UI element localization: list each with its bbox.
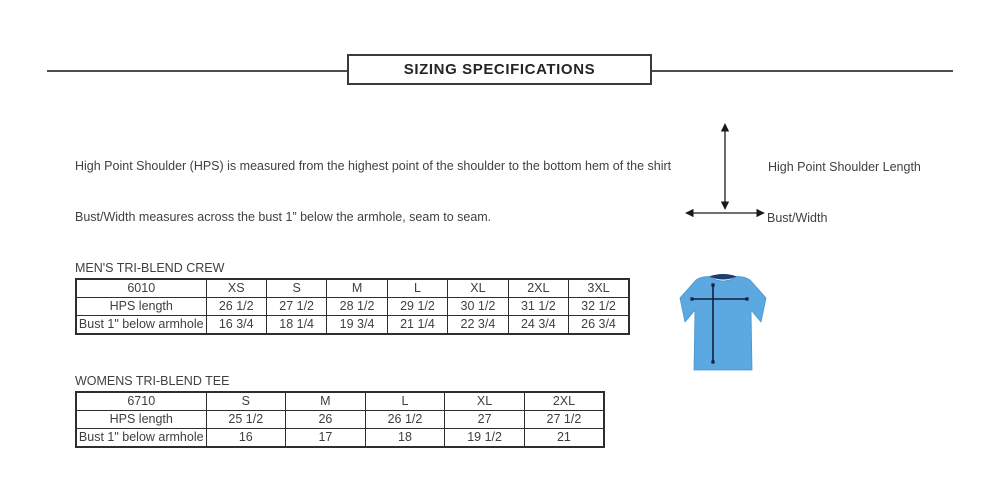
measurement-value-cell: 19 1/2 — [445, 429, 525, 448]
womens-sizing-table — [75, 391, 605, 448]
womens-table-title: WOMENS TRI-BLEND TEE — [75, 374, 230, 388]
measurement-value-cell: 16 — [206, 429, 286, 448]
measurement-row — [76, 298, 629, 316]
measurement-value-cell: 31 1/2 — [508, 298, 568, 316]
size-header-cell: 3XL — [569, 279, 629, 298]
measurement-row-label: HPS length — [76, 411, 206, 429]
measurement-value-cell: 19 3/4 — [327, 316, 387, 335]
size-header-row-label: 6010 — [76, 279, 206, 298]
header-rule-right — [652, 70, 953, 72]
measurement-row-label: Bust 1" below armhole — [76, 429, 206, 448]
size-header-cell: L — [387, 279, 447, 298]
measurement-arrows-diagram — [670, 112, 780, 227]
measurement-value-cell: 17 — [286, 429, 366, 448]
measurement-row — [76, 429, 604, 448]
measurement-value-cell: 26 1/2 — [365, 411, 445, 429]
size-header-cell: M — [286, 392, 366, 411]
measurement-value-cell: 32 1/2 — [569, 298, 629, 316]
hps-arrow-label: High Point Shoulder Length — [768, 160, 921, 174]
bust-arrow-label: Bust/Width — [767, 211, 828, 225]
bust-description: Bust/Width measures across the bust 1” below the armhole, seam to seam. — [75, 210, 492, 224]
size-header-cell: M — [327, 279, 387, 298]
size-header-row — [76, 392, 604, 411]
page-title-box — [347, 54, 652, 85]
measurement-value-cell: 28 1/2 — [327, 298, 387, 316]
measurement-value-cell: 26 1/2 — [206, 298, 266, 316]
mens-sizing-table — [75, 278, 630, 335]
size-header-cell: XS — [206, 279, 266, 298]
measurement-value-cell: 18 1/4 — [266, 316, 326, 335]
measurement-value-cell: 27 — [445, 411, 525, 429]
measurement-value-cell: 29 1/2 — [387, 298, 447, 316]
hps-description: High Point Shoulder (HPS) is measured from the highest point of the shoulder to the bottom hem of the shirt — [75, 159, 672, 173]
measurement-value-cell: 26 — [286, 411, 366, 429]
size-header-cell: 2XL — [508, 279, 568, 298]
measurement-row — [76, 316, 629, 335]
measurement-value-cell: 21 1/4 — [387, 316, 447, 335]
size-header-cell: S — [206, 392, 286, 411]
mens-table-title: MEN'S TRI-BLEND CREW — [75, 261, 225, 275]
measurement-row-label: HPS length — [76, 298, 206, 316]
measurement-value-cell: 27 1/2 — [524, 411, 604, 429]
measurement-row — [76, 411, 604, 429]
measurement-value-cell: 30 1/2 — [448, 298, 508, 316]
tshirt-body — [680, 277, 766, 371]
page-title: SIZING SPECIFICATIONS — [403, 61, 596, 78]
size-header-cell: XL — [445, 392, 525, 411]
size-header-cell: XL — [448, 279, 508, 298]
size-header-cell: 2XL — [524, 392, 604, 411]
measurement-row-label: Bust 1" below armhole — [76, 316, 206, 335]
size-header-row-label: 6710 — [76, 392, 206, 411]
tshirt-graphic — [676, 270, 770, 374]
measurement-value-cell: 26 3/4 — [569, 316, 629, 335]
size-header-cell: L — [365, 392, 445, 411]
measurement-value-cell: 18 — [365, 429, 445, 448]
measurement-value-cell: 25 1/2 — [206, 411, 286, 429]
measurement-value-cell: 21 — [524, 429, 604, 448]
size-header-row — [76, 279, 629, 298]
measurement-value-cell: 16 3/4 — [206, 316, 266, 335]
measurement-value-cell: 22 3/4 — [448, 316, 508, 335]
size-header-cell: S — [266, 279, 326, 298]
measurement-value-cell: 24 3/4 — [508, 316, 568, 335]
measurement-value-cell: 27 1/2 — [266, 298, 326, 316]
header-rule-left — [47, 70, 347, 72]
